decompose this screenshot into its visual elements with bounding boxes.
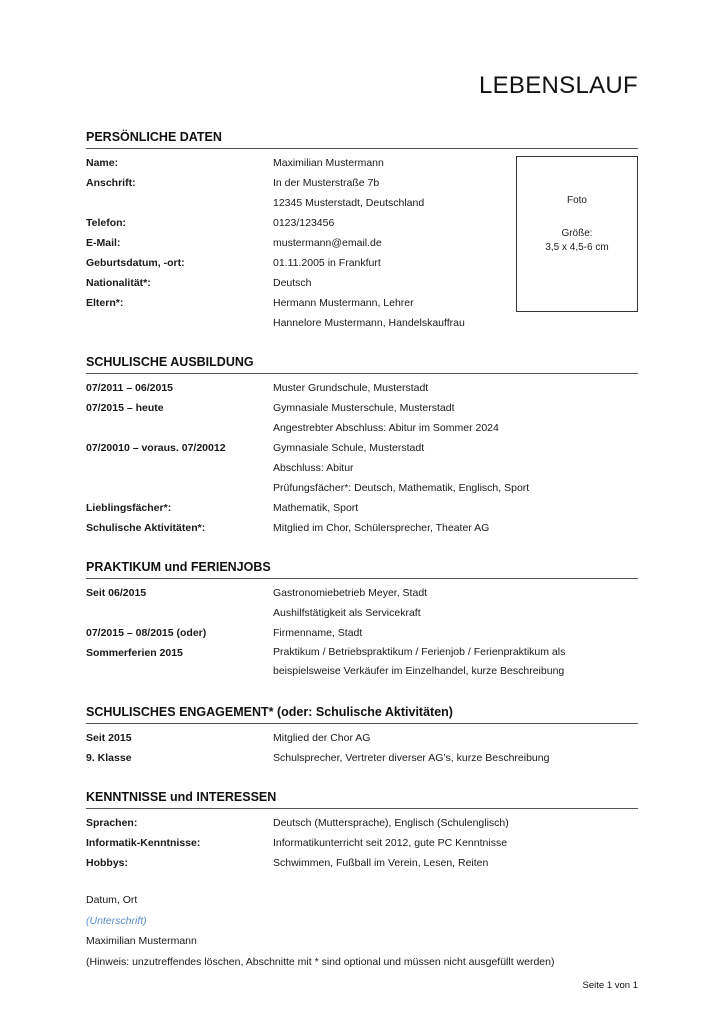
row-value: 01.11.2005 in Frankfurt xyxy=(273,257,381,269)
document-title: LEBENSLAUF xyxy=(478,72,638,99)
row-value: Hermann Mustermann, Lehrer xyxy=(273,297,414,309)
row-value: Schulsprecher, Vertreter diverser AG’s, kurze Beschreibung xyxy=(273,752,550,764)
engagement-row xyxy=(86,748,638,768)
section-skills xyxy=(86,790,638,873)
row-label: Telefon: xyxy=(86,217,127,229)
row-value: Schwimmen, Fußball im Verein, Lesen, Reiten xyxy=(273,857,489,869)
row-label xyxy=(86,313,273,333)
skills-row xyxy=(86,833,638,853)
section-heading: PERSÖNLICHE DATEN xyxy=(86,130,638,149)
row-label: Eltern*: xyxy=(86,297,124,309)
row-value: Mathematik, Sport xyxy=(273,502,359,514)
row-value: Hannelore Mustermann, Handelskauffrau xyxy=(273,317,465,329)
section-heading: SCHULISCHE AUSBILDUNG xyxy=(86,355,638,374)
school-row xyxy=(86,398,638,418)
row-value: Gymnasiale Schule, Musterstadt xyxy=(273,442,425,454)
school-row xyxy=(86,418,638,438)
row-label: Geburtsdatum, -ort: xyxy=(86,257,185,269)
row-value: Gymnasiale Musterschule, Musterstadt xyxy=(273,402,455,414)
hint-note: (Hinweis: unzutreffendes löschen, Abschnitte mit * sind optional und müssen nicht ausgefüllt werden) xyxy=(86,955,555,968)
row-value: Mitglied der Chor AG xyxy=(273,732,371,744)
photo-size-label: Größe: xyxy=(561,228,593,239)
row-label: 07/2011 – 06/2015 xyxy=(86,382,174,394)
personal-row xyxy=(86,313,638,333)
row-label xyxy=(86,193,273,213)
row-label: Sommerferien 2015 xyxy=(86,647,183,659)
school-row xyxy=(86,518,638,538)
signature-placeholder: (Unterschrift) xyxy=(86,914,147,927)
row-value: Deutsch (Muttersprache), Englisch (Schulenglisch) xyxy=(273,817,509,829)
photo-size xyxy=(517,227,637,255)
row-label: Name: xyxy=(86,157,119,169)
row-value: Informatikunterricht seit 2012, gute PC Kenntnisse xyxy=(273,837,508,849)
row-label xyxy=(86,418,273,438)
section-engagement xyxy=(86,705,638,768)
engagement-row xyxy=(86,728,638,748)
school-row xyxy=(86,378,638,398)
row-value: Angestrebter Abschluss: Abitur im Sommer 2024 xyxy=(273,422,499,434)
row-value: Gastronomiebetrieb Meyer, Stadt xyxy=(273,587,428,599)
row-label: Nationalität*: xyxy=(86,277,151,289)
signer-name: Maximilian Mustermann xyxy=(86,935,197,947)
row-value: In der Musterstraße 7b xyxy=(273,177,380,189)
internship-row xyxy=(86,603,638,623)
school-row xyxy=(86,438,638,458)
section-school xyxy=(86,355,638,538)
closing-block xyxy=(86,890,555,972)
row-value: Abschluss: Abitur xyxy=(273,462,354,474)
row-label: Anschrift: xyxy=(86,177,136,189)
row-value: 12345 Musterstadt, Deutschland xyxy=(273,197,425,209)
section-internship xyxy=(86,560,638,681)
internship-row xyxy=(86,623,638,643)
row-label: 07/20010 – voraus. 07/20012 xyxy=(86,442,226,454)
photo-label: Foto xyxy=(566,195,587,206)
photo-size-value: 3,5 x 4,5-6 cm xyxy=(545,242,609,253)
row-value: mustermann@email.de xyxy=(273,237,382,249)
row-value: Aushilfstätigkeit als Servicekraft xyxy=(273,607,421,619)
skills-row xyxy=(86,853,638,873)
row-label xyxy=(86,478,273,498)
row-label: 07/2015 – 08/2015 (oder) xyxy=(86,627,207,639)
row-label xyxy=(86,603,273,623)
internship-row xyxy=(86,643,638,681)
school-row xyxy=(86,498,638,518)
row-label xyxy=(86,458,273,478)
row-label: Hobbys: xyxy=(86,857,128,869)
section-heading: SCHULISCHES ENGAGEMENT* (oder: Schulische Aktivitäten) xyxy=(86,705,638,724)
skills-row xyxy=(86,813,638,833)
row-value: Deutsch xyxy=(273,277,312,289)
row-value: Mitglied im Chor, Schülersprecher, Theater AG xyxy=(273,522,490,534)
row-label: 07/2015 – heute xyxy=(86,402,164,414)
row-label: Schulische Aktivitäten*: xyxy=(86,522,206,534)
row-value: Firmenname, Stadt xyxy=(273,627,363,639)
row-label: Sprachen: xyxy=(86,817,138,829)
row-value: 0123/123456 xyxy=(273,217,335,229)
date-place: Datum, Ort xyxy=(86,894,138,906)
row-label: Seit 06/2015 xyxy=(86,587,147,599)
internship-row xyxy=(86,583,638,603)
row-value: Praktikum / Betriebspraktikum / Ferienjob / Ferienpraktikum als beispielsweise Verkäufer im Einzelhandel, kurze Beschreibung xyxy=(273,646,566,677)
section-heading: PRAKTIKUM und FERIENJOBS xyxy=(86,560,638,579)
row-label: 9. Klasse xyxy=(86,752,132,764)
row-label: Seit 2015 xyxy=(86,732,132,744)
row-value: Muster Grundschule, Musterstadt xyxy=(273,382,429,394)
row-value: Maximilian Mustermann xyxy=(273,157,384,169)
school-row xyxy=(86,478,638,498)
section-heading: KENNTNISSE und INTERESSEN xyxy=(86,790,638,809)
row-label: E-Mail: xyxy=(86,237,121,249)
school-row xyxy=(86,458,638,478)
page-number: Seite 1 von 1 xyxy=(582,980,638,991)
row-label: Informatik-Kenntnisse: xyxy=(86,837,201,849)
row-value: Prüfungsfächer*: Deutsch, Mathematik, Englisch, Sport xyxy=(273,482,530,494)
photo-placeholder xyxy=(516,156,638,312)
row-label: Lieblingsfächer*: xyxy=(86,502,172,514)
